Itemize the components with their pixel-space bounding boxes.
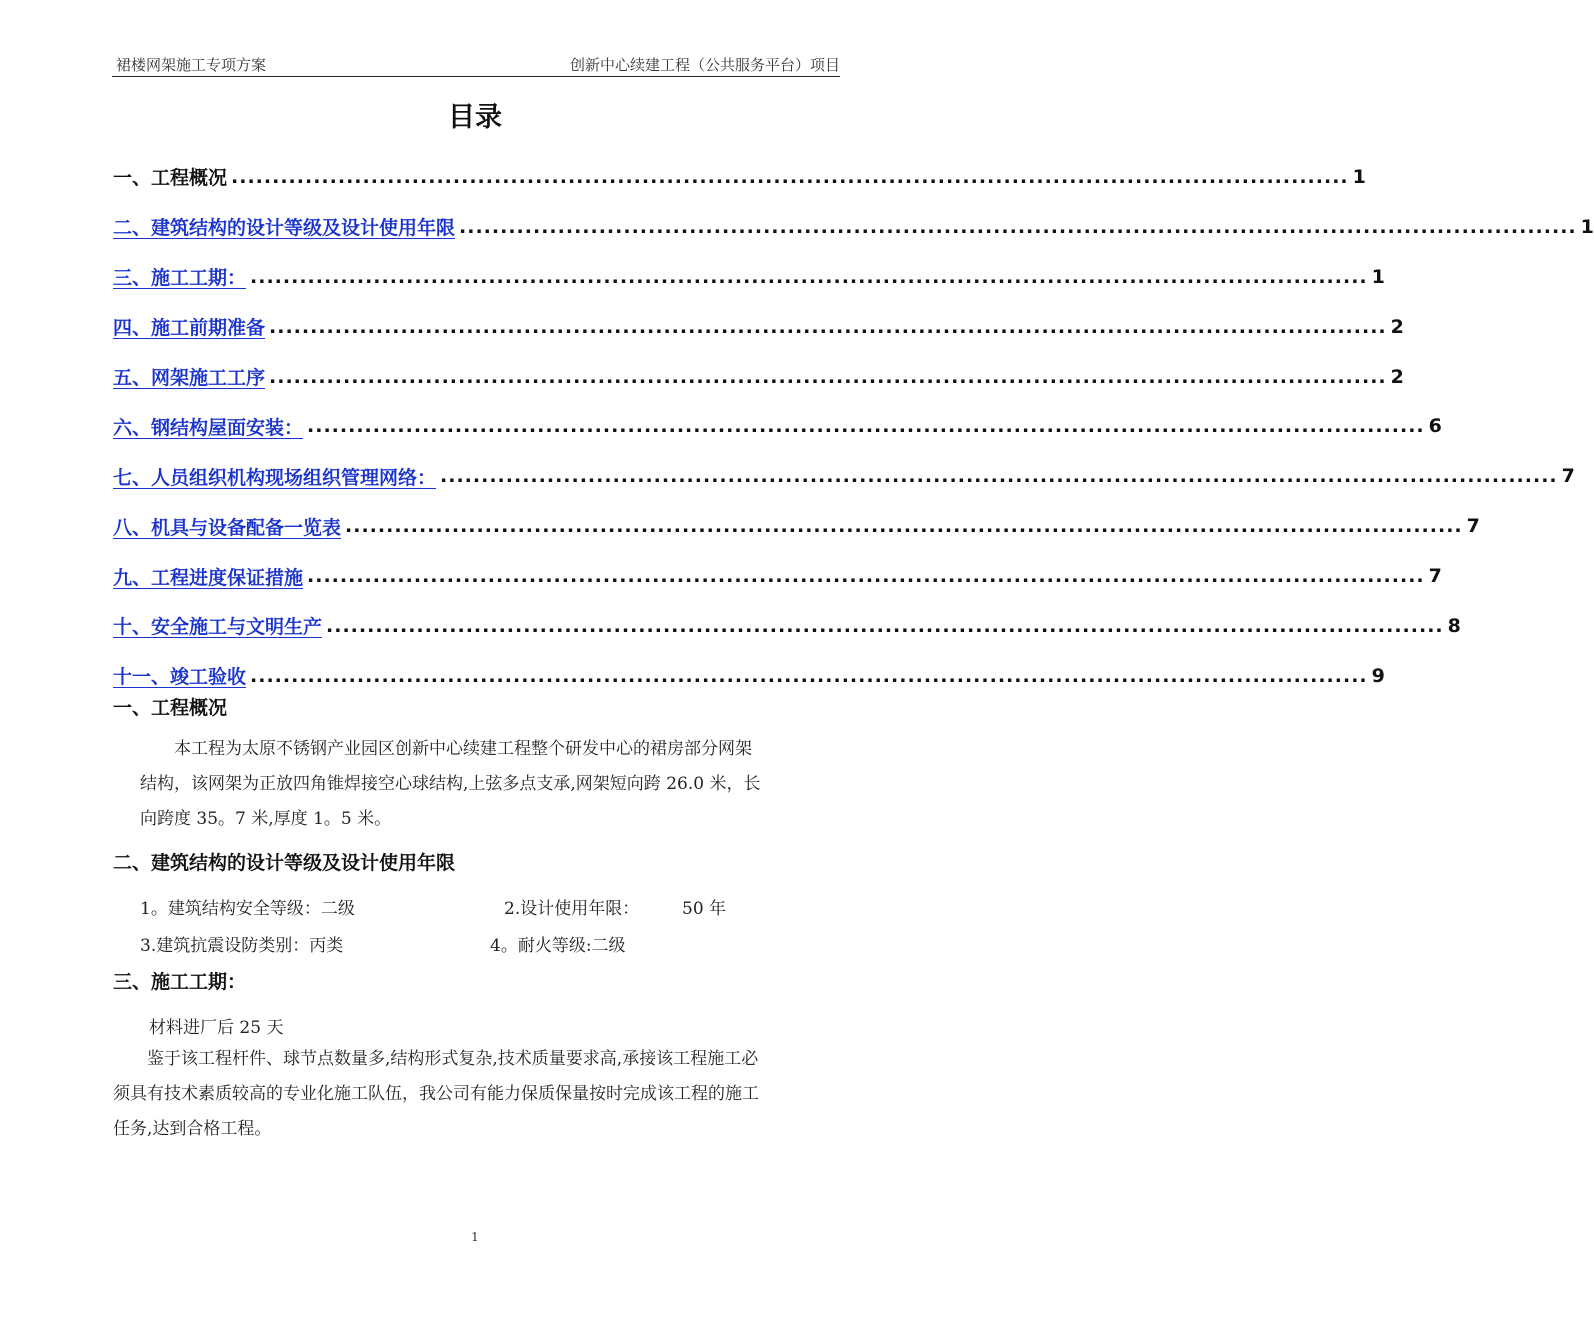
toc-entry-label: 一、工程概况: [113, 167, 228, 190]
header-right-text: 创新中心续建工程（公共服务平台）项目: [569, 56, 840, 74]
spec-service-life-value: 50 年: [682, 899, 727, 919]
toc-entry-4[interactable]: [113, 302, 1404, 352]
spec-seismic-class: 3.建筑抗震设防类别：丙类: [140, 936, 344, 956]
paragraph-line: 结构，该网架为正放四角锥焊接空心球结构,上弦多点支承,网架短向跨 26.0 米，长: [140, 774, 761, 794]
toc-entry-link[interactable]: 四、施工前期准备: [113, 317, 266, 340]
toc-entry-link[interactable]: 六、钢结构屋面安装：: [113, 416, 304, 439]
spec-fire-rating: 4。耐火等级:二级: [490, 936, 626, 956]
spec-safety-grade: 1。建筑结构安全等级：二级: [140, 899, 355, 919]
toc-leader-dots: ........................................................................................................................................: [307, 415, 1425, 438]
page-number: 1: [471, 1230, 479, 1244]
toc-leader-dots: ........................................................................................................................................: [269, 315, 1387, 338]
toc-entry-page: 2: [1390, 365, 1404, 388]
toc-entry-link[interactable]: 十、安全施工与文明生产: [113, 616, 323, 639]
toc-entry-2[interactable]: [113, 202, 1594, 252]
header-left-text: 裙楼网架施工专项方案: [116, 56, 267, 74]
toc-entry-page: 1: [1352, 165, 1366, 188]
section-heading-overview: 一、工程概况: [113, 697, 228, 719]
toc-entry-page: 2: [1390, 315, 1404, 338]
overview-paragraph: [140, 732, 860, 837]
toc-entry-page: 7: [1466, 515, 1480, 538]
schedule-paragraph: [113, 1042, 853, 1147]
toc-leader-dots: ........................................................................................................................................: [269, 365, 1387, 388]
toc-entry-1[interactable]: [113, 152, 1366, 202]
toc-entry-7[interactable]: [113, 451, 1575, 501]
toc-entry-6[interactable]: [113, 401, 1442, 451]
toc-entry-page: 7: [1428, 565, 1442, 588]
table-of-contents: [113, 152, 1594, 701]
toc-entry-10[interactable]: [113, 601, 1461, 651]
toc-leader-dots: ........................................................................................................................................: [250, 664, 1368, 687]
toc-entry-link[interactable]: 十一、竣工验收: [113, 666, 247, 689]
page-header: [112, 54, 840, 77]
toc-entry-link[interactable]: 五、网架施工工序: [113, 367, 266, 389]
toc-entry-8[interactable]: [113, 501, 1480, 551]
toc-entry-link[interactable]: 三、施工工期：: [113, 267, 247, 290]
toc-entry-link[interactable]: 七、人员组织机构现场组织管理网络：: [113, 466, 437, 489]
toc-leader-dots: ........................................................................................................................................: [231, 165, 1349, 188]
toc-entry-page: 1: [1580, 215, 1594, 238]
spec-service-life-label: 2.设计使用年限：: [504, 899, 640, 919]
toc-entry-link[interactable]: 九、工程进度保证措施: [113, 566, 304, 589]
paragraph-line: 任务,达到合格工程。: [113, 1119, 272, 1139]
section-heading-schedule: 三、施工工期：: [113, 971, 247, 993]
toc-leader-dots: ........................................................................................................................................: [440, 465, 1558, 488]
toc-entry-page: 9: [1371, 664, 1385, 687]
paragraph-line: 鉴于该工程杆件、球节点数量多,结构形式复杂,技术质量要求高,承接该工程施工必: [147, 1049, 759, 1069]
toc-entry-link[interactable]: 二、建筑结构的设计等级及设计使用年限: [113, 217, 456, 240]
paragraph-line: 本工程为太原不锈钢产业园区创新中心续建工程整个研发中心的裙房部分网架: [174, 739, 752, 759]
toc-entry-5[interactable]: [113, 352, 1404, 402]
toc-entry-page: 6: [1428, 415, 1442, 438]
toc-entry-3[interactable]: [113, 252, 1385, 302]
section-heading-design-grade: 二、建筑结构的设计等级及设计使用年限: [113, 852, 456, 874]
toc-entry-page: 8: [1447, 614, 1461, 637]
toc-leader-dots: ........................................................................................................................................: [250, 265, 1368, 288]
paragraph-line: 向跨度 35。7 米,厚度 1。5 米。: [140, 809, 392, 829]
paragraph-line: 须具有技术素质较高的专业化施工队伍，我公司有能力保质保量按时完成该工程的施工: [113, 1084, 759, 1104]
toc-entry-9[interactable]: [113, 551, 1442, 601]
toc-entry-link[interactable]: 八、机具与设备配备一览表: [113, 516, 342, 539]
schedule-period: 材料进厂后 25 天: [149, 1018, 284, 1038]
toc-title: 目录: [448, 102, 502, 133]
toc-leader-dots: ........................................................................................................................................: [459, 215, 1577, 238]
toc-entry-page: 1: [1371, 265, 1385, 288]
toc-leader-dots: ........................................................................................................................................: [326, 614, 1444, 637]
toc-leader-dots: ........................................................................................................................................: [307, 565, 1425, 588]
toc-leader-dots: ........................................................................................................................................: [345, 515, 1463, 538]
toc-entry-page: 7: [1561, 465, 1575, 488]
